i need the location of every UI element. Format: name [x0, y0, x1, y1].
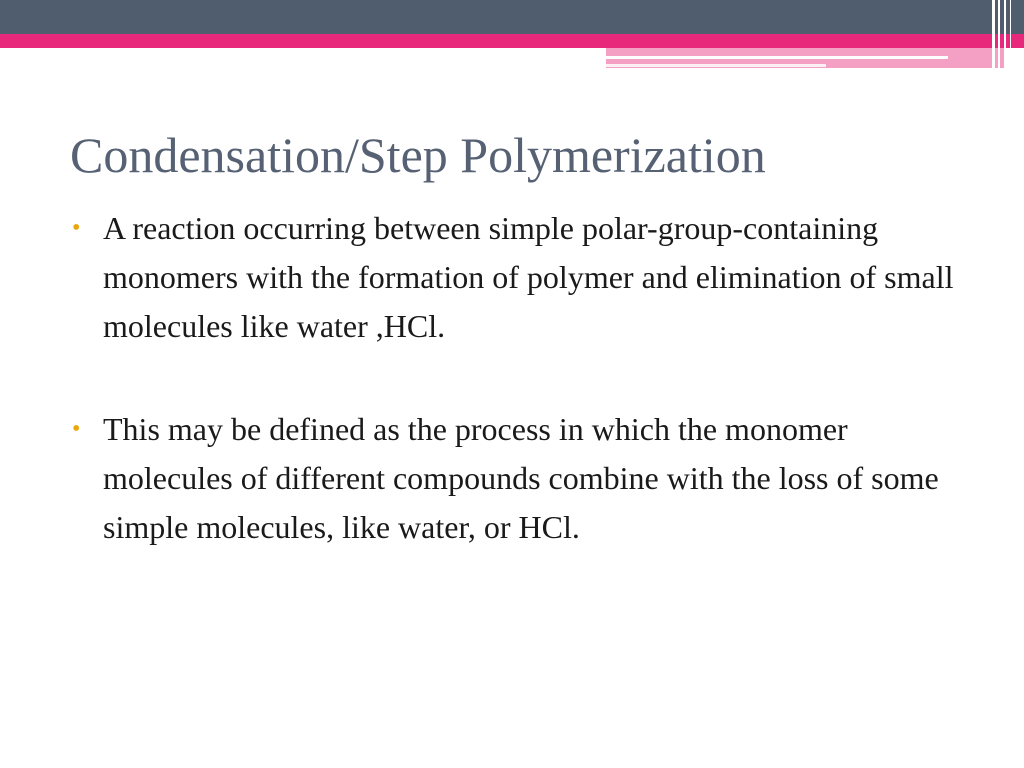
bullet-dot-icon: • — [72, 416, 81, 442]
header-thin-line — [606, 56, 948, 59]
header-vertical-line — [998, 0, 1000, 68]
header-vertical-line — [992, 0, 995, 68]
bullet-dot-icon: • — [72, 215, 81, 241]
bullet-text: This may be defined as the process in which the monomer molecules of different compounds combine with the loss of some simple molecules, like water, or HCl. — [103, 411, 939, 545]
header-vertical-line — [1004, 0, 1006, 68]
header-bar — [0, 0, 1024, 34]
bullet-text: A reaction occurring between simple polar-group-containing monomers with the formation of polymer and elimination of small molecules like water ,HCl. — [103, 210, 954, 344]
bullet-list — [70, 204, 970, 552]
header-accent-stripe — [0, 34, 1024, 48]
header-thin-line-short — [606, 64, 826, 67]
bullet-item — [70, 204, 970, 351]
slide-title: Condensation/Step Polymerization — [70, 127, 766, 183]
header-vertical-line — [1010, 0, 1011, 68]
bullet-item — [70, 405, 970, 552]
